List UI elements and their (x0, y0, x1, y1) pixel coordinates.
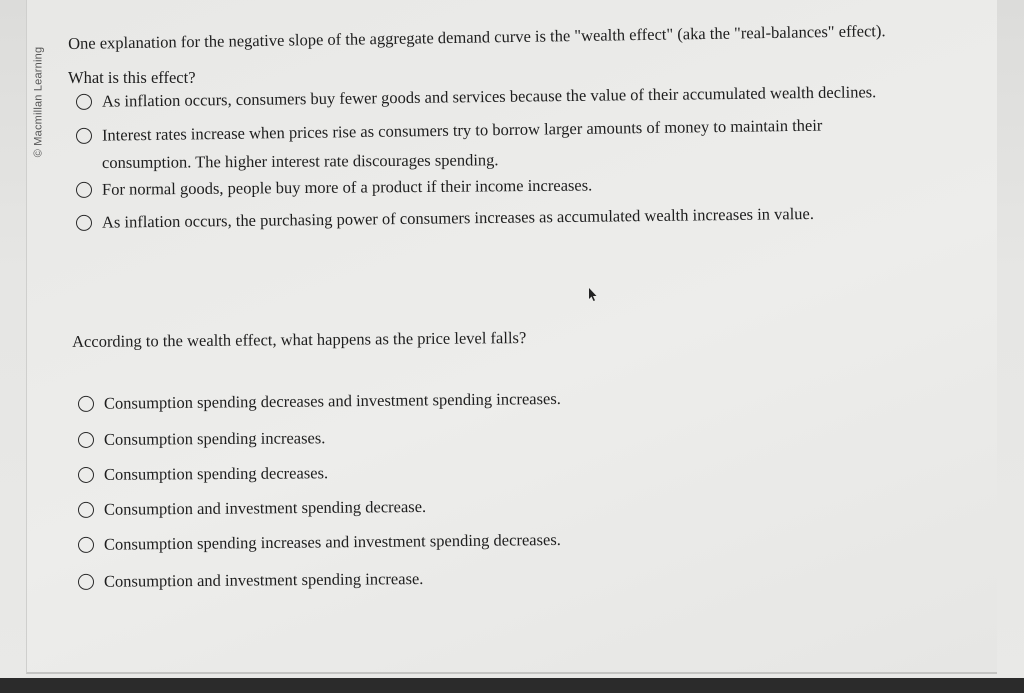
radio-button-icon[interactable] (76, 94, 92, 110)
radio-button-icon[interactable] (76, 128, 92, 144)
radio-button-icon[interactable] (78, 396, 94, 412)
q2-option-3-label: Consumption spending decreases. (103, 463, 329, 484)
question1-stem-line1: One explanation for the negative slope of the aggregate demand curve is the "wealth effect" (aka the "real-balances" effect). (68, 21, 886, 53)
q1-option-4-label: As inflation occurs, the purchasing power of consumers increases as accumulated wealth increases in value. (101, 203, 815, 232)
q2-option-4[interactable] (78, 497, 426, 520)
q2-option-4-label: Consumption and investment spending decrease. (103, 496, 427, 519)
q1-option-2-label-line2: consumption. The higher interest rate discourages spending. (101, 150, 499, 172)
q2-option-2-label: Consumption spending increases. (103, 428, 326, 449)
radio-button-icon[interactable] (76, 182, 92, 198)
q2-option-3[interactable] (78, 463, 328, 485)
mouse-pointer-icon (588, 288, 598, 302)
radio-button-icon[interactable] (78, 574, 94, 590)
bottom-dark-strip (0, 678, 1024, 693)
copyright-text: © Macmillan Learning (32, 46, 45, 158)
radio-button-icon[interactable] (78, 467, 94, 483)
q2-option-1-label: Consumption spending decreases and investment spending increases. (103, 388, 561, 413)
question2-stem: According to the wealth effect, what happens as the price level falls? (72, 328, 527, 351)
q2-option-2[interactable] (78, 428, 325, 450)
radio-button-icon[interactable] (78, 432, 94, 448)
question1-stem-line2: What is this effect? (68, 68, 196, 87)
q2-option-5-label: Consumption spending increases and investment spending decreases. (103, 529, 561, 554)
q2-option-6[interactable] (78, 569, 424, 592)
q1-option-3-label: For normal goods, people buy more of a product if their income increases. (101, 175, 593, 199)
q1-option-2-label-line1: Interest rates increase when prices rise as consumers try to borrow larger amounts of money to maintain their (101, 115, 823, 145)
radio-button-icon[interactable] (76, 215, 92, 231)
radio-button-icon[interactable] (78, 537, 94, 553)
radio-button-icon[interactable] (78, 502, 94, 518)
copyright-credit (28, 22, 48, 182)
q1-option-1-label: As inflation occurs, consumers buy fewer goods and services because the value of their accumulated wealth declines. (101, 82, 877, 111)
q2-option-6-label: Consumption and investment spending increase. (103, 568, 424, 591)
